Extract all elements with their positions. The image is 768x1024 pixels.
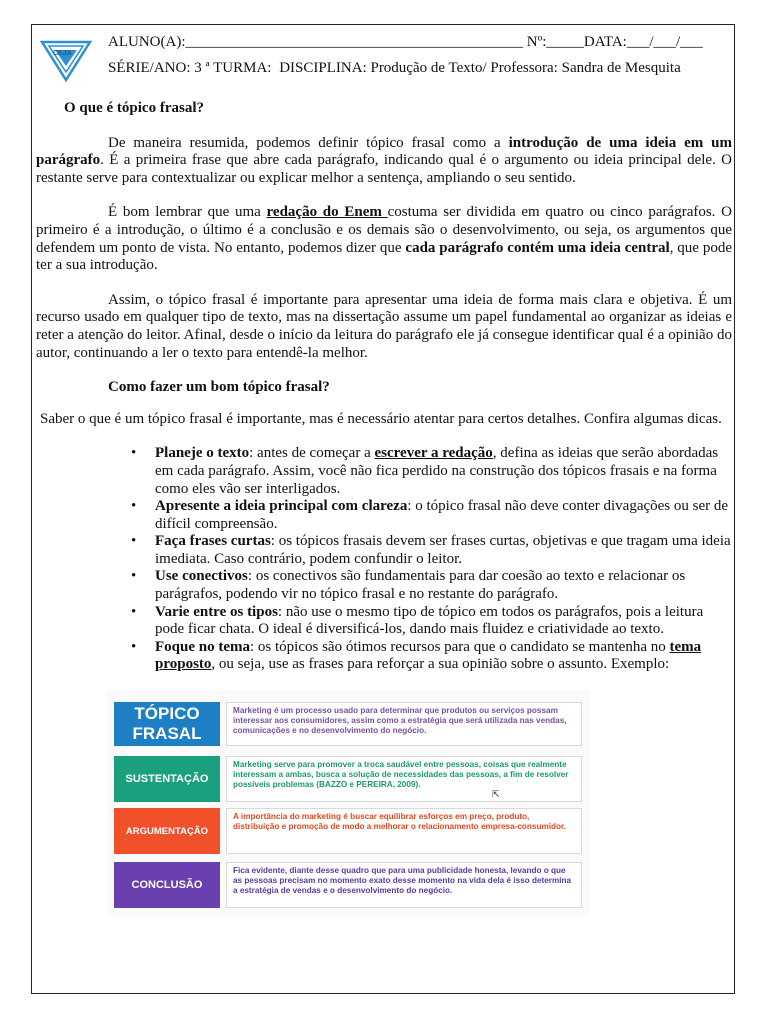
tip-item: [36, 445, 732, 498]
class-info-line: [108, 60, 685, 77]
bullet-icon: •: [131, 533, 137, 550]
tip-text: : antes de começar a: [249, 445, 375, 462]
paragraph-1: [36, 135, 732, 188]
redacao-enem-link[interactable]: redação do Enem: [266, 204, 388, 221]
bullet-icon: •: [131, 568, 137, 585]
bullet-icon: •: [131, 498, 137, 515]
tip-item: [36, 639, 732, 674]
tip-text: : não use o mesmo tipo de tópico em todos os parágrafos, pois a leitura pode ficar chata. O ideal é diversificá-los, dando mais fluidez e criatividade ao texto.: [155, 603, 704, 638]
p1-text-a: De maneira resumida, podemos definir tópico frasal como a: [108, 134, 509, 151]
tip-item: [36, 498, 732, 533]
p2-text-b: costuma ser dividida em quatro ou cinco parágrafos. O primeiro é a introdução, o último é a conclusão e os demais são o desenvolvimento, ou seja, os argumentos que defendem um ponto de vista. No entanto, podemos dizer que: [36, 204, 732, 256]
tips-list: [36, 445, 732, 674]
figure-row-conclusao: [114, 862, 582, 908]
student-info-line: ALUNO(A):_____________________________________________ Nº:_____DATA:___/___/___: [108, 34, 703, 50]
tip-title: Planeje o texto: [155, 445, 250, 462]
tip-link[interactable]: escrever a redação: [374, 445, 493, 462]
bullet-icon: •: [131, 445, 137, 462]
topico-frasal-label: TÓPICO FRASAL: [114, 702, 220, 746]
disciplina: DISCIPLINA: Produção de Texto/ Professora: Sandra de Mesquita: [279, 60, 681, 76]
conclusao-label: CONCLUSÃO: [114, 862, 220, 908]
argumentacao-label: ARGUMENTAÇÃO: [114, 808, 220, 854]
example-figure: [107, 690, 590, 915]
p2-text-a: É bom lembrar que uma: [108, 204, 267, 221]
conclusao-text: Fica evidente, diante desse quadro que para uma publicidade honesta, levando o que as pessoas precisam no momento exato desse momento na vida dela é isso determina a estratégia de vendas e o desenvolvimento do negócio.: [226, 862, 582, 908]
school-logo: [40, 38, 92, 82]
tip-title: Use conectivos: [155, 568, 248, 585]
tip-text: : os conectivos são fundamentais para dar coesão ao texto e relacionar os parágrafos, podendo vir no tópico frasal e no restante do parágrafo.: [155, 568, 686, 603]
logo-text: CEJA: [53, 50, 72, 57]
topico-frasal-text: Marketing é um processo usado para determinar que produtos ou serviços possam interessar aos consumidores, assim como a estratégia que será utilizada nas vendas, comunicações e no desenvolvimento do negócio.: [226, 702, 582, 746]
tip-text: : o tópico frasal não deve conter divagações ou ser de difícil compreensão.: [155, 498, 729, 532]
tip-title: Faça frases curtas: [155, 533, 271, 550]
p2-text-c: , que pode ter a sua introdução.: [36, 239, 732, 274]
argumentacao-text: A importância do marketing é buscar equilibrar esforços em preço, produto, distribuição e promoção de modo a melhorar o relacionamento empresa-consumidor.: [226, 808, 582, 854]
tip-text-continued: , defina as ideias que serão abordadas em cada parágrafo. Assim, você não fica perdido na construção dos tópicos frasais e na forma como eles vão ser interligados.: [155, 445, 719, 497]
tip-text: : os tópicos são ótimos recursos para que o candidato se mantenha no: [250, 638, 670, 655]
p2-bold: cada parágrafo contém uma ideia central: [405, 239, 670, 256]
tip-text: : os tópicos frasais devem ser frases curtas, objetivas e que tragam uma ideia imediata. Caso contrário, podem confundir o leitor.: [155, 533, 731, 567]
tip-title: Foque no tema: [155, 638, 250, 655]
heading-what-is: O que é tópico frasal?: [64, 100, 204, 116]
paragraph-3: Assim, o tópico frasal é importante para apresentar uma ideia de forma mais clara e objetiva. É um recurso usado em qualquer tipo de texto, mas na dissertação assume um papel fundamental ao organizar as ideias e reter a atenção do leitor. Afinal, desde o início da leitura do parágrafo ele já consegue identificar qual é a opinião do autor, continuando a ler o texto para entendê-la melhor.: [36, 291, 732, 361]
figure-row-topico: [114, 702, 582, 746]
tip-item: [36, 568, 732, 603]
bullet-icon: •: [131, 638, 137, 655]
mouse-cursor-icon: ⇱: [492, 790, 500, 800]
sustentacao-label: SUSTENTAÇÃO: [114, 756, 220, 802]
tip-item: [36, 604, 732, 639]
tip-title: Apresente a ideia principal com clareza: [155, 498, 408, 515]
document-body: [36, 96, 732, 674]
paragraph-2: [36, 204, 732, 274]
serie-turma: SÉRIE/ANO: 3 ª TURMA:: [108, 60, 272, 76]
tip-text-continued: , ou seja, use as frases para reforçar a sua opinião sobre o assunto. Exemplo:: [211, 656, 670, 673]
bullet-icon: •: [131, 603, 137, 620]
paragraph-4: Saber o que é um tópico frasal é importante, mas é necessário atentar para certos detalhes. Confira algumas dicas.: [40, 410, 722, 427]
tip-link[interactable]: tema proposto: [155, 638, 702, 673]
tip-item: [36, 533, 732, 568]
figure-row-argumentacao: [114, 808, 582, 854]
heading-how-to: Como fazer um bom tópico frasal?: [108, 379, 330, 396]
p1-text-b: . É a primeira frase que abre cada parágrafo, indicando qual é o argumento ou ideia principal dele. O restante serve para contextualizar ou explicar melhor a sentença, ampliando o seu sentido.: [36, 152, 732, 186]
figure-row-sustentacao: [114, 756, 582, 802]
p1-bold: introdução de uma ideia em um parágrafo: [36, 134, 732, 169]
tip-title: Varie entre os tipos: [155, 603, 278, 620]
sustentacao-text: Marketing serve para promover a troca saudável entre pessoas, coisas que realmente interessam a ambas, busca a solução de necessidades das pessoas, a fim de resolver possíveis problemas (BAZZO e PEREIRA, 2009).: [226, 756, 582, 802]
